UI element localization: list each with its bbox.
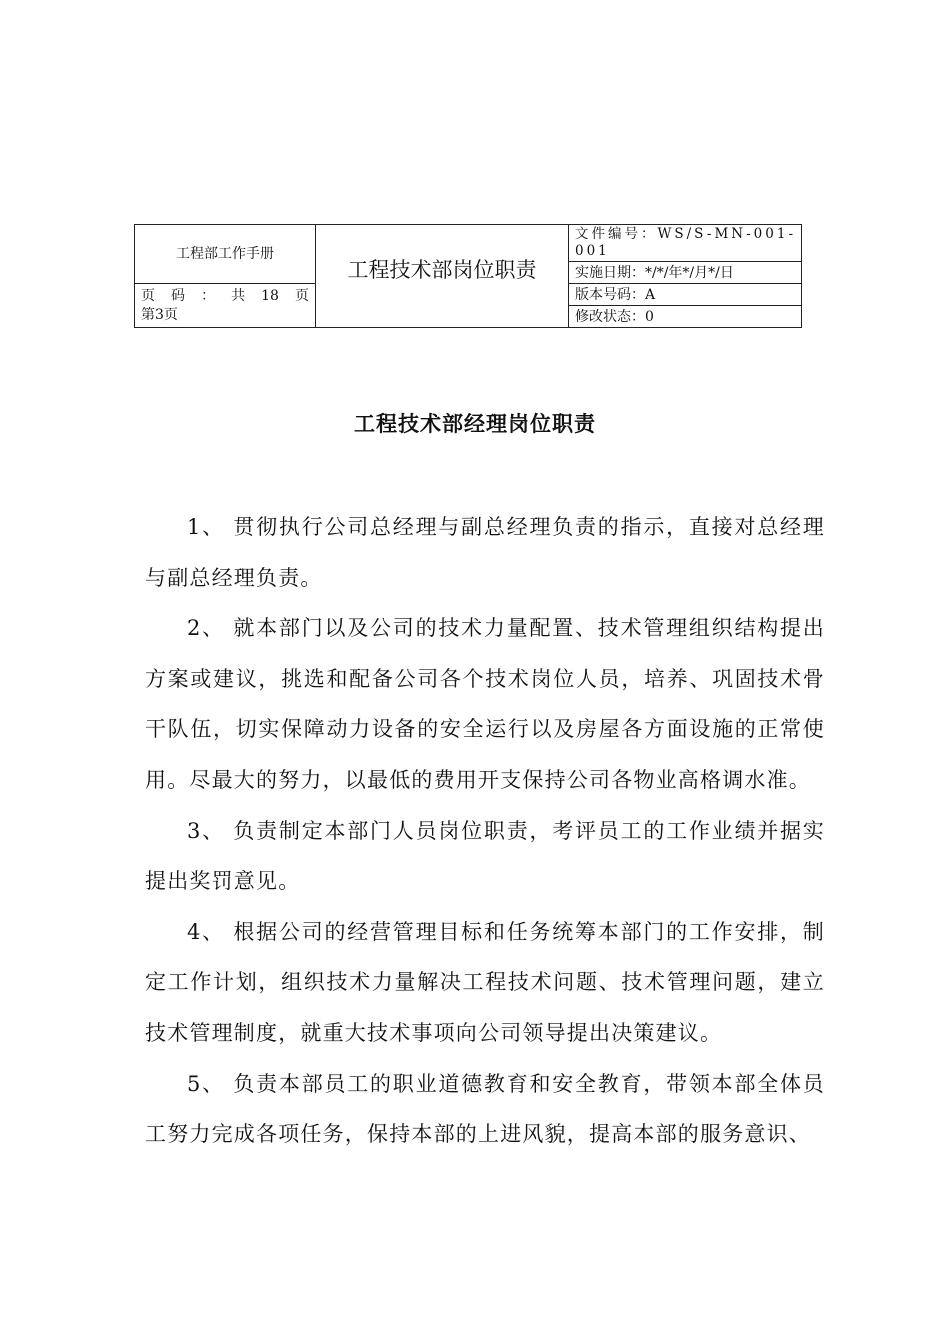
header-doc-title-cell (316, 225, 569, 328)
manual-name-cell (135, 225, 316, 284)
page-title: 工程技术部经理岗位职责 (354, 411, 596, 436)
version-cell (569, 284, 802, 306)
effective-date: 实施日期：*/*/年*/月*/日 (575, 264, 734, 281)
total-prefix: 共 (231, 288, 246, 304)
code-label: 码 (171, 288, 186, 304)
paragraph-4: 4、 根据公司的经营管理目标和任务统筹本部门的工作安排，制定工作计划，组织技术力量解决工程技术问题、技术管理问题，建立技术管理制度，就重大技术事项向公司领导提出决策建议。 (145, 919, 825, 1045)
header-doc-title: 工程技术部岗位职责 (347, 258, 537, 282)
manual-name: 工程部工作手册 (176, 246, 274, 262)
colon-label: ： (201, 288, 216, 304)
version-number: 版本号码：A (575, 286, 656, 303)
page-count-cell (135, 284, 316, 328)
paragraph-3: 3、 负责制定本部门人员岗位职责，考评员工的工作业绩并据实提出奖罚意见。 (145, 818, 825, 894)
current-page: 第3页 (141, 307, 178, 323)
paragraph-5: 5、 负责本部员工的职业道德教育和安全教育，带领本部全体员工努力完成各项任务，保持本部的上进风貌，提高本部的服务意识、 (145, 1071, 825, 1147)
document-body (145, 502, 825, 1160)
paragraph-2: 2、 就本部门以及公司的技术力量配置、技术管理组织结构提出方案或建议，挑选和配备公司各个技术岗位人员，培养、巩固技术骨干队伍，切实保障动力设备的安全运行以及房屋各方面设施的正常使用。尽最大的努力，以最低的费用开支保持公司各物业高格调水准。 (145, 616, 825, 792)
document-header-grid (134, 224, 802, 328)
page-label: 页 (141, 288, 155, 304)
paragraph-1: 1、 贯彻执行公司总经理与副总经理负责的指示，直接对总经理与副总经理负责。 (145, 515, 825, 590)
page-count-line (141, 287, 309, 306)
effective-date-cell (569, 262, 802, 284)
doc-number: 文件编号：WS/S-MN-001-001 (575, 226, 797, 259)
revision-status: 修改状态：0 (575, 308, 654, 325)
revision-status-cell (569, 306, 802, 328)
total-suffix: 页 (294, 288, 309, 304)
doc-number-cell (569, 225, 802, 262)
total-pages: 18 (261, 288, 279, 304)
